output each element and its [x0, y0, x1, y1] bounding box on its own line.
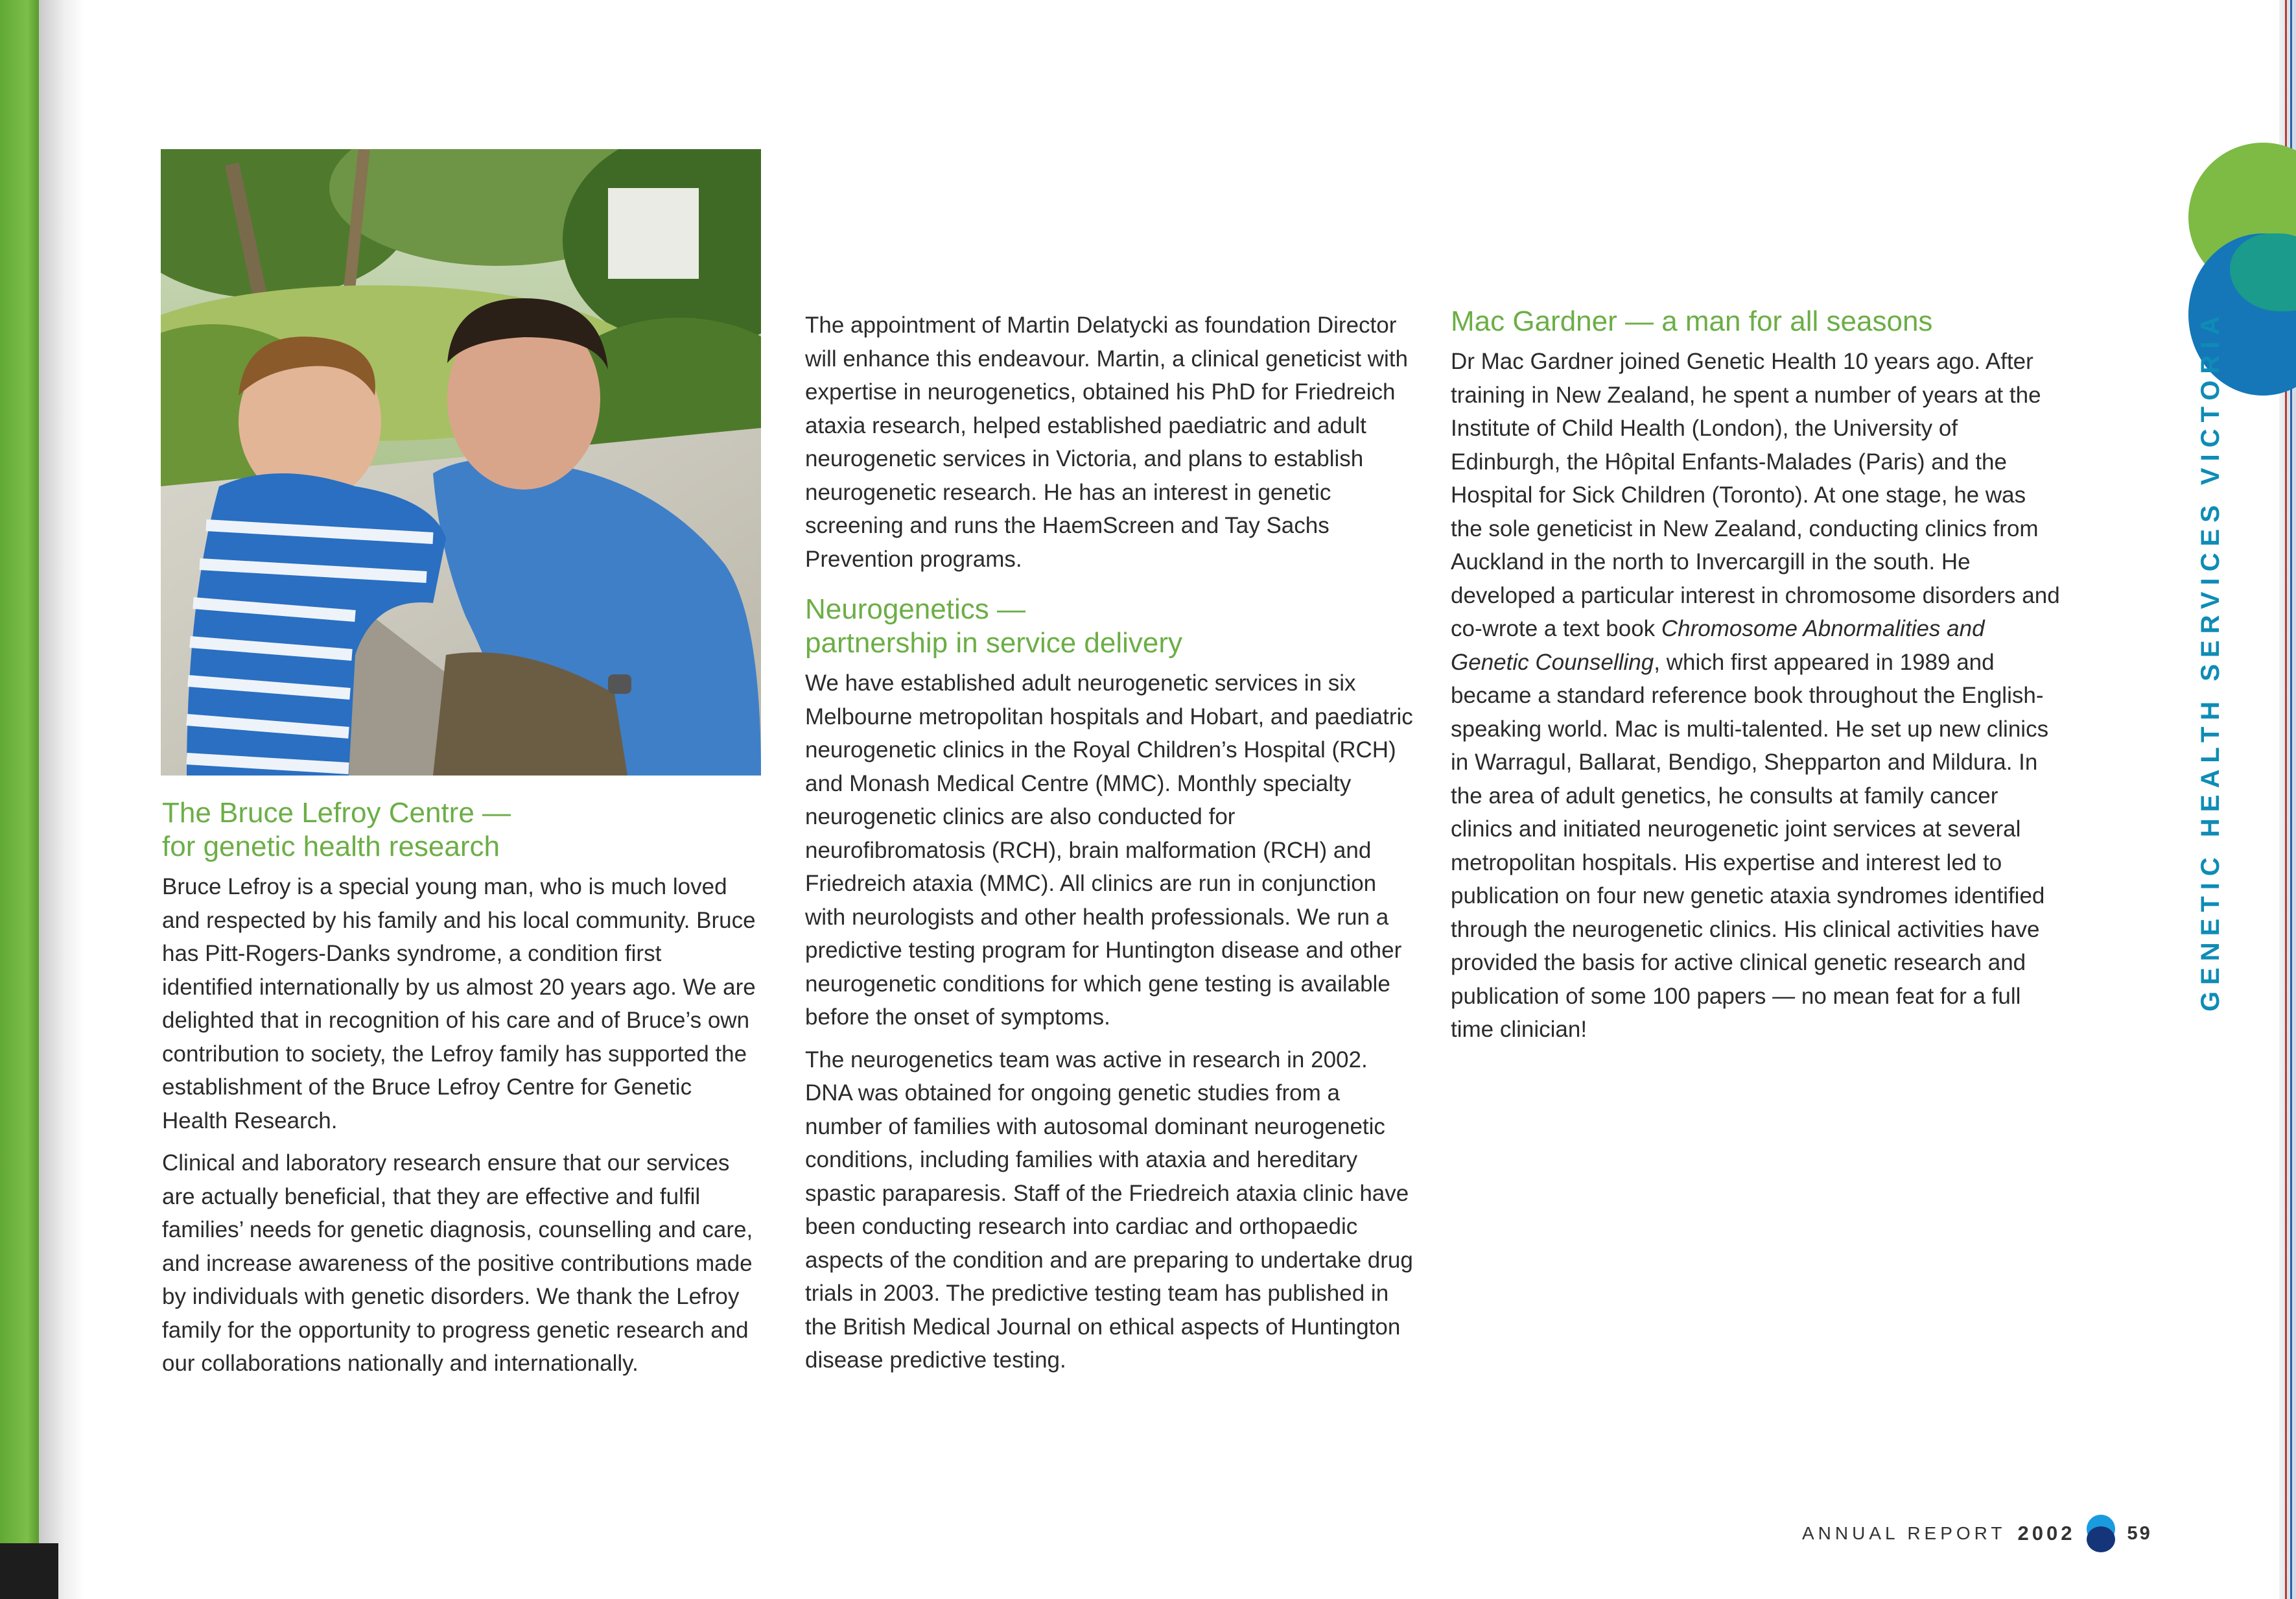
photo-father-and-child [161, 149, 761, 776]
heading-line: for genetic health research [162, 831, 500, 862]
paragraph: Clinical and laboratory research ensure that our services are actually beneficial, that they are effective and fulfil families’ needs for genetic diagnosis, counselling and care, and increase awareness of the positive contributions made by individuals with genetic disorders. We thank the Lefroy family for the opportunity to progress genetic research and our collaborations nationally and internationally. [162, 1150, 753, 1376]
section-heading-lefroy-centre [162, 796, 758, 864]
paragraph: We have established adult neurogenetic services in six Melbourne metropolitan hospitals and Hobart, and paediatric neurogenetic clinics in the Royal Children’s Hospital (RCH) and Monash Medical Centre (MMC). Monthly specialty neurogenetic clinics are also conducted for neurofibromatosis (RCH), brain malformation (RCH) and Friedreich ataxia (MMC). All clinics are run in conjunction with neurologists and other health professionals. We run a predictive testing program for Huntington disease and other neurogenetic conditions for which gene testing is available before the onset of symptoms. [805, 670, 1413, 1030]
footer-label: ANNUAL REPORT [1802, 1523, 2006, 1543]
paragraph: Bruce Lefroy is a special young man, who is much loved and respected by his family and his local community. Bruce has Pitt-Rogers-Danks syndrome, a condition first identified internationally by us almost 20 years ago. We are delighted that in recognition of his care and of Bruce’s own contribution to society, the Lefroy family has supported the establishment of the Bruce Lefroy Centre for Genetic Health Research. [162, 874, 756, 1133]
section-heading-mac-gardner: Mac Gardner — a man for all seasons [1451, 305, 1933, 337]
heading-line: Neurogenetics — [805, 593, 1025, 625]
spine-edge [0, 0, 39, 1599]
photo-illustration [161, 149, 761, 776]
paragraph [1451, 345, 2060, 1047]
binding-corner [0, 1543, 58, 1599]
footer-year: 2002 [2017, 1522, 2076, 1545]
paragraph: The appointment of Martin Delatycki as foundation Director will enhance this endeavour. Martin, a clinical geneticist with expertise in neurogenetics, obtained his PhD for Friedreich ataxia research, helped established paediatric and adult neurogenetic services in Victoria, and plans to establish neurogenetic research. He has an interest in genetic screening and runs the HaemScreen and Tay Sachs Prevention programs. [805, 313, 1408, 572]
column-middle [805, 309, 1414, 1386]
heading-line: partnership in service delivery [805, 627, 1183, 659]
section-heading-neurogenetics [805, 593, 1414, 660]
footer-dot-icon [2085, 1513, 2116, 1554]
column-right [1451, 305, 2060, 1056]
column-left [162, 796, 758, 1390]
heading-line: The Bruce Lefroy Centre — [162, 797, 511, 829]
paragraph-text: , which first appeared in 1989 and became a standard reference book throughout the English-speaking world. Mac is multi-talented. He set up new clinics in Warragul, Ballarat, Bendigo, Shepparton and Mildura. In the area of adult genetics, he consults at family cancer clinics and initiated neurogenetic joint services at several metropolitan hospitals. His expertise and interest led to publication on four new genetic ataxia syndromes identified through the neurogenetic clinics. His clinical activities have provided the basis for active clinical genetic research and publication of some 100 papers — no mean feat for a full time clinician! [1451, 649, 2049, 1042]
paragraph-text: Dr Mac Gardner joined Genetic Health 10 years ago. After training in New Zealand, he spent a number of years at the Institute of Child Health (London), the University of Edinburgh, the Hôpital Enfants-Malades (Paris) and the Hospital for Sick Children (Toronto). At one stage, he was the sole geneticist in New Zealand, conducting clinics from Auckland in the north to Invercargill in the south. He developed a particular interest in chromosome disorders and co-wrote a text book [1451, 349, 2060, 641]
side-label: GENETIC HEALTH SERVICES VICTORIA [2196, 309, 2225, 1012]
paragraph: The neurogenetics team was active in research in 2002. DNA was obtained for ongoing genetic studies from a number of families with autosomal dominant neurogenetic conditions, including families with ataxia and hereditary spastic paraparesis. Staff of the Friedreich ataxia clinic have been conducting research into cardiac and orthopaedic aspects of the condition and are preparing to undertake drug trials in 2003. The predictive testing team has published in the British Medical Journal on ethical aspects of Huntington disease predictive testing. [805, 1047, 1413, 1373]
book-title: Chromosome Abnormalities and Genetic Counselling [1451, 616, 1985, 675]
binding-shadow [39, 0, 84, 1599]
page-footer [1802, 1517, 2152, 1550]
page-number: 59 [2127, 1522, 2152, 1544]
